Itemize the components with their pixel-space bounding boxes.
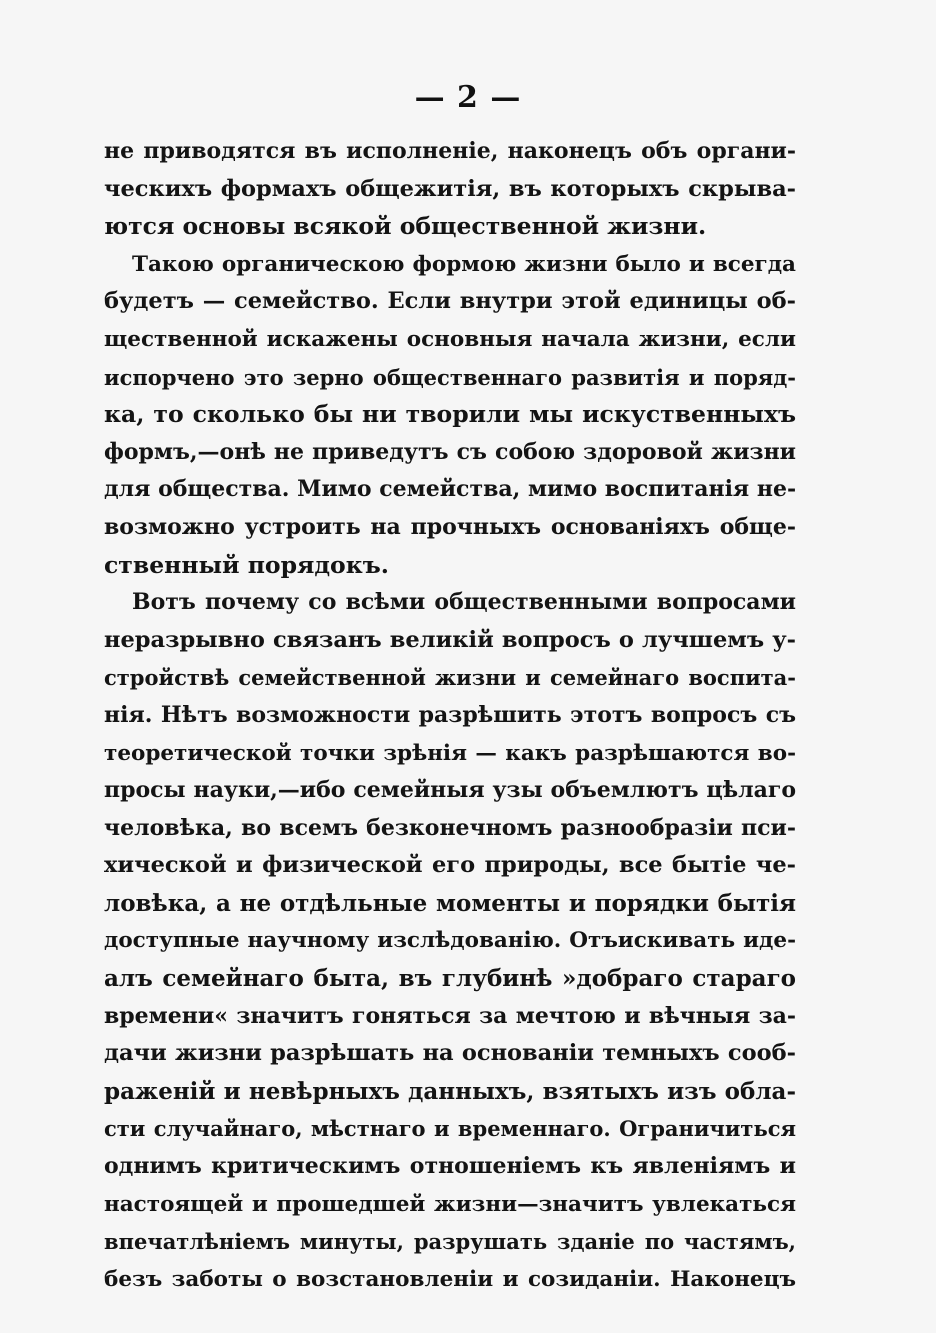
- text-line: сти случайнаго, мѣстнаго и временнаго. Ограничиться: [104, 1116, 796, 1142]
- text-line: для общества. Мимо семейства, мимо воспитанія не-: [104, 476, 796, 503]
- text-line: формъ,—онѣ не приведутъ съ собою здоровой жизни: [104, 438, 796, 465]
- text-line: дачи жизни разрѣшать на основаніи темныхъ сооб-: [104, 1040, 796, 1067]
- text-line: Такою органическою формою жизни было и всегда: [132, 251, 796, 277]
- text-line: просы науки,—ибо семейныя узы объемлютъ цѣлаго: [104, 777, 796, 804]
- text-line: испорчено это зерно общественнаго развитія и поряд-: [104, 364, 796, 390]
- text-line: нія. Нѣтъ возможности разрѣшить этотъ вопросъ съ: [104, 701, 796, 728]
- text-line: однимъ критическимъ отношеніемъ къ явленіямъ и: [104, 1153, 796, 1180]
- text-line: ловѣка, а не отдѣльные моменты и порядки бытія: [104, 889, 796, 917]
- text-line: неразрывно связанъ великій вопросъ о лучшемъ у-: [104, 626, 796, 653]
- text-line: безъ заботы о возстановленіи и созиданіи. Наконецъ: [104, 1266, 796, 1292]
- text-line: будетъ — семейство. Если внутри этой единицы об-: [104, 288, 796, 315]
- text-line: ственный порядокъ.: [104, 550, 389, 579]
- text-line: ка, то сколько бы ни творили мы искуственныхъ: [104, 400, 796, 429]
- page-number: — 2 —: [414, 80, 522, 115]
- text-line: возможно устроить на прочныхъ основаніяхъ обще-: [104, 513, 796, 540]
- text-line: не приводятся въ исполненіе, наконецъ объ органи-: [104, 138, 796, 164]
- text-line: впечатлѣніемъ минуты, разрушать зданіе по частямъ,: [104, 1229, 796, 1255]
- text-line: алъ семейнаго быта, въ глубинѣ »добраго стараго: [104, 965, 796, 993]
- text-line: ческихъ формахъ общежитія, въ которыхъ скрыва-: [104, 175, 796, 202]
- text-line: щественной искажены основныя начала жизни, если: [104, 326, 796, 352]
- text-line: настоящей и прошедшей жизни—значитъ увлекаться: [104, 1191, 796, 1217]
- body-text: [104, 133, 796, 1298]
- text-line: доступные научному изслѣдованію. Отъискивать иде-: [104, 928, 796, 954]
- text-line: времени« значитъ гоняться за мечтою и вѣчныя за-: [104, 1002, 796, 1029]
- text-line: ются основы всякой общественной жизни.: [104, 212, 707, 241]
- text-line: хической и физической его природы, все бытіе че-: [104, 852, 796, 879]
- text-line: теоретической точки зрѣнія — какъ разрѣшаются во-: [104, 740, 796, 766]
- text-line: раженій и невѣрныхъ данныхъ, взятыхъ изъ обла-: [104, 1077, 796, 1105]
- text-line: стройствѣ семейственной жизни и семейнаго воспита-: [104, 665, 796, 691]
- text-line: человѣка, во всемъ безконечномъ разнообразіи пси-: [104, 814, 796, 841]
- text-line: Вотъ почему со всѣми общественными вопросами: [132, 589, 796, 616]
